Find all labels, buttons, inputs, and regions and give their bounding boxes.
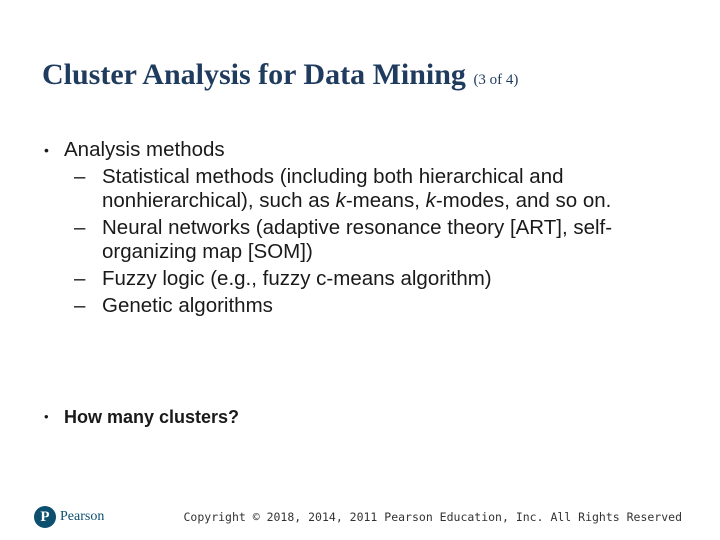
pearson-logo-text: Pearson — [60, 509, 105, 524]
sub-item-text: Fuzzy logic (e.g., fuzzy c-means algorithm) — [102, 267, 492, 290]
bullet-analysis-methods — [44, 138, 684, 162]
sub-item-fuzzy — [44, 267, 684, 291]
dash-icon: – — [74, 165, 86, 188]
dash-icon: – — [74, 216, 86, 239]
sub-item-text-after: -modes, and so on. — [435, 189, 612, 212]
sub-item-text: Genetic algorithms — [102, 294, 273, 317]
sub-item-neural — [44, 216, 684, 264]
sub-item-text: Neural networks (adaptive resonance theory [ART], self-organizing map [SOM]) — [102, 216, 613, 263]
slide-content — [44, 138, 684, 321]
dash-icon: – — [74, 294, 86, 317]
sub-item-em-k1: k — [335, 189, 346, 212]
pearson-logo — [34, 505, 104, 529]
bullet-icon: • — [44, 409, 49, 424]
sub-item-text-before: Statistical methods (including both hierarchical and nonhierarchical), such as — [102, 165, 564, 212]
sub-item-statistical — [44, 165, 684, 213]
bullet-icon: • — [44, 142, 49, 158]
slide-title-sub: (3 of 4) — [473, 72, 519, 88]
bullet-how-many-clusters — [44, 405, 239, 429]
dash-icon: – — [74, 267, 86, 290]
copyright-notice: Copyright © 2018, 2014, 2011 Pearson Education, Inc. All Rights Reserved — [183, 510, 682, 524]
bullet-text: Analysis methods — [64, 138, 225, 161]
pearson-logo-icon: P — [34, 506, 56, 528]
sub-item-genetic — [44, 294, 684, 318]
bullet-text: How many clusters? — [64, 407, 240, 427]
slide-title-text: Cluster Analysis for Data Mining — [42, 58, 466, 91]
sub-item-text-mid: -means, — [345, 189, 426, 212]
slide-title — [42, 58, 702, 92]
sub-item-em-k2: k — [425, 189, 436, 212]
